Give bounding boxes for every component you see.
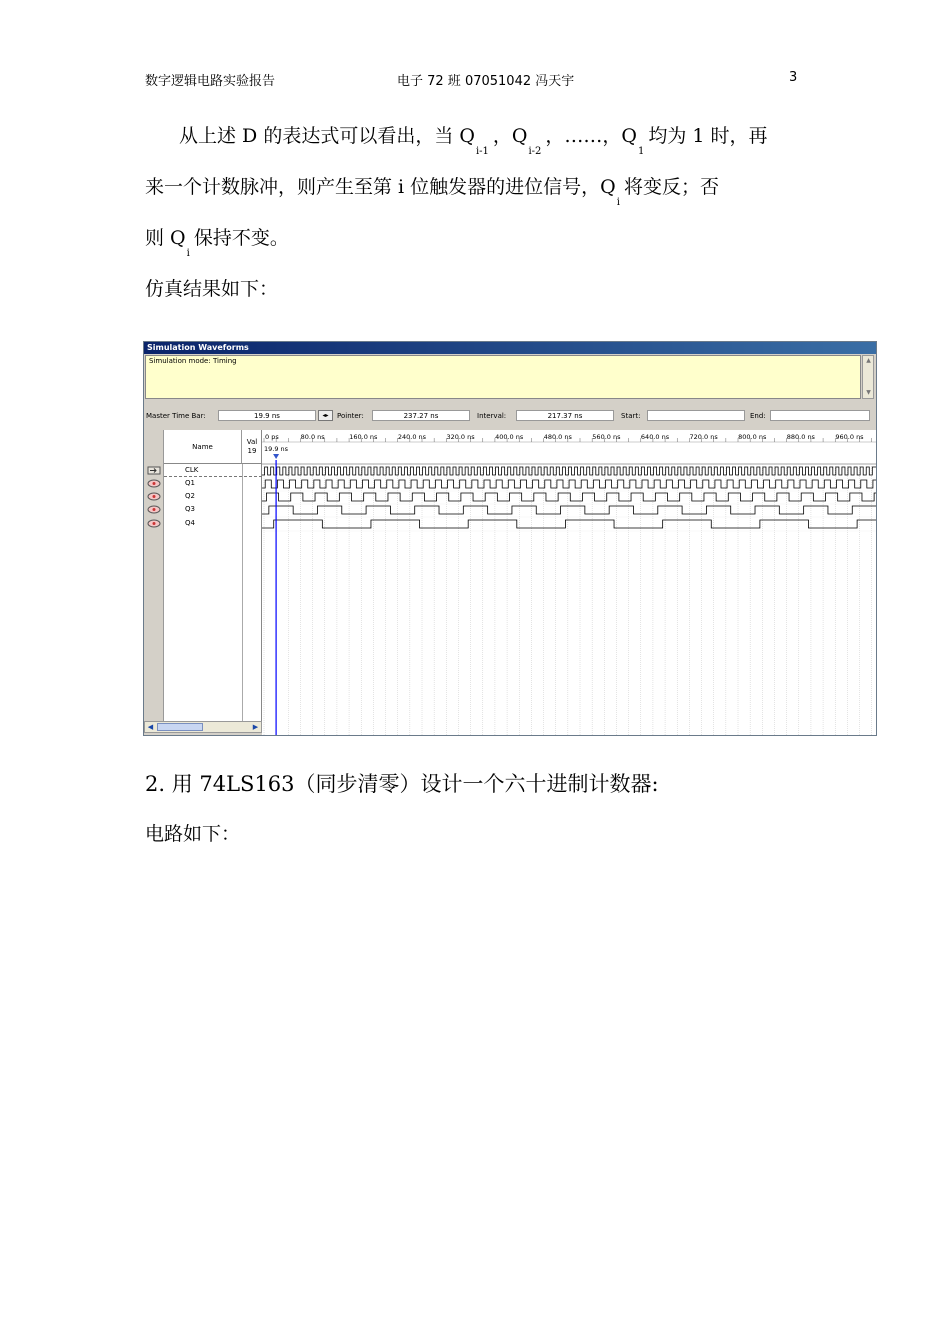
waveform-q3 bbox=[262, 506, 876, 514]
horizontal-scrollbar[interactable] bbox=[144, 721, 262, 733]
p3-text-a: 则 Q bbox=[145, 227, 186, 249]
signal-name-q3[interactable]: Q3 bbox=[185, 505, 195, 513]
time-label: 960.0 ns bbox=[835, 433, 864, 441]
interval-label: Interval: bbox=[477, 412, 507, 420]
time-label: 800.0 ns bbox=[738, 433, 767, 441]
time-label: 80.0 ns bbox=[300, 433, 325, 441]
waveform-clk bbox=[262, 467, 876, 475]
page-number: 3 bbox=[789, 70, 798, 85]
paragraph-4: 仿真结果如下： bbox=[145, 278, 279, 300]
time-bar-arrows-icon[interactable]: ◂▸ bbox=[318, 410, 333, 421]
signal-name-q1[interactable]: Q1 bbox=[185, 479, 195, 487]
scroll-right-icon[interactable]: ▶ bbox=[252, 723, 259, 731]
p2-sub: i bbox=[616, 197, 620, 208]
end-field bbox=[770, 410, 870, 421]
end-label: End: bbox=[750, 412, 766, 420]
signal-icon-column bbox=[144, 430, 164, 722]
paragraph-3 bbox=[145, 226, 289, 259]
master-time-bar-label: Master Time Bar: bbox=[146, 412, 206, 420]
master-time-bar-field[interactable]: 19.9 ns bbox=[218, 410, 316, 421]
selected-row-divider bbox=[164, 476, 262, 477]
time-label: 880.0 ns bbox=[786, 433, 815, 441]
mode-scrollbar[interactable] bbox=[862, 355, 874, 399]
time-label: 480.0 ns bbox=[543, 433, 572, 441]
signal-name-q2[interactable]: Q2 bbox=[185, 492, 195, 500]
p1-sub-2: i-2 bbox=[528, 146, 542, 157]
time-label: 240.0 ns bbox=[397, 433, 427, 441]
waveform-q4 bbox=[262, 520, 876, 528]
section-heading: 2. 用 74LS163（同步清零）设计一个六十进制计数器: bbox=[145, 772, 659, 796]
output-pin-icon[interactable] bbox=[147, 505, 161, 514]
p1-sub-1: i-1 bbox=[475, 146, 489, 157]
p3-sub: i bbox=[186, 248, 190, 259]
scroll-up-icon[interactable]: ▲ bbox=[866, 357, 871, 364]
scroll-thumb[interactable] bbox=[157, 723, 203, 731]
p1-text-a: 从上述 D 的表达式可以看出，当 Q bbox=[179, 125, 475, 147]
start-label: Start: bbox=[621, 412, 641, 420]
p2-text-b: 将变反；否 bbox=[623, 176, 719, 198]
time-label: 400.0 ns bbox=[495, 433, 524, 441]
interval-field: 217.37 ns bbox=[516, 410, 614, 421]
signal-name-clk[interactable]: CLK bbox=[185, 466, 199, 474]
signal-name-panel bbox=[144, 430, 262, 722]
cursor-time-label: 19.9 ns bbox=[264, 445, 289, 453]
simulation-window bbox=[143, 341, 877, 736]
waveform-area bbox=[262, 430, 876, 735]
time-label: 720.0 ns bbox=[689, 433, 718, 441]
paragraph-2 bbox=[145, 175, 719, 208]
p3-text-b: 保持不变。 bbox=[193, 227, 289, 249]
scroll-left-icon[interactable]: ◀ bbox=[147, 723, 154, 731]
paragraph-1 bbox=[179, 124, 768, 157]
value-column-header bbox=[242, 430, 262, 464]
waveform-q1 bbox=[262, 480, 876, 488]
input-pin-icon[interactable] bbox=[147, 466, 161, 475]
p1-text-c: ，……，Q bbox=[545, 125, 637, 147]
time-label: 160.0 ns bbox=[349, 433, 378, 441]
time-label: 560.0 ns bbox=[592, 433, 621, 441]
time-bar bbox=[144, 409, 876, 423]
value-column-divider bbox=[242, 464, 243, 722]
value-header-line1: Val bbox=[246, 438, 258, 446]
p1-sub-3: 1 bbox=[638, 146, 645, 157]
header-left: 数字逻辑电路实验报告 bbox=[145, 74, 276, 89]
value-header-line2: 19 bbox=[247, 447, 257, 455]
pointer-label: Pointer: bbox=[337, 412, 364, 420]
time-label: 640.0 ns bbox=[640, 433, 670, 441]
simulation-mode-box: Simulation mode: Timing bbox=[145, 355, 861, 399]
pointer-field: 237.27 ns bbox=[372, 410, 470, 421]
window-title: Simulation Waveforms bbox=[144, 342, 876, 354]
header-center: 电子 72 班 07051042 冯天宇 bbox=[397, 74, 575, 89]
p1-text-b: ，Q bbox=[492, 125, 528, 147]
output-pin-icon[interactable] bbox=[147, 519, 161, 528]
output-pin-icon[interactable] bbox=[147, 479, 161, 488]
start-field bbox=[647, 410, 745, 421]
waveform-canvas bbox=[262, 430, 876, 735]
p1-text-d: 均为 1 时，再 bbox=[648, 125, 768, 147]
name-column-header: Name bbox=[164, 430, 242, 464]
scroll-down-icon[interactable]: ▼ bbox=[866, 389, 871, 396]
output-pin-icon[interactable] bbox=[147, 492, 161, 501]
time-label: 0 ps bbox=[265, 433, 279, 441]
signal-name-q4[interactable]: Q4 bbox=[185, 519, 195, 527]
paragraph-5: 电路如下： bbox=[145, 823, 241, 845]
waveform-q2 bbox=[262, 493, 876, 501]
p2-text-a: 来一个计数脉冲，则产生至第 i 位触发器的进位信号，Q bbox=[145, 176, 616, 198]
time-label: 320.0 ns bbox=[446, 433, 475, 441]
